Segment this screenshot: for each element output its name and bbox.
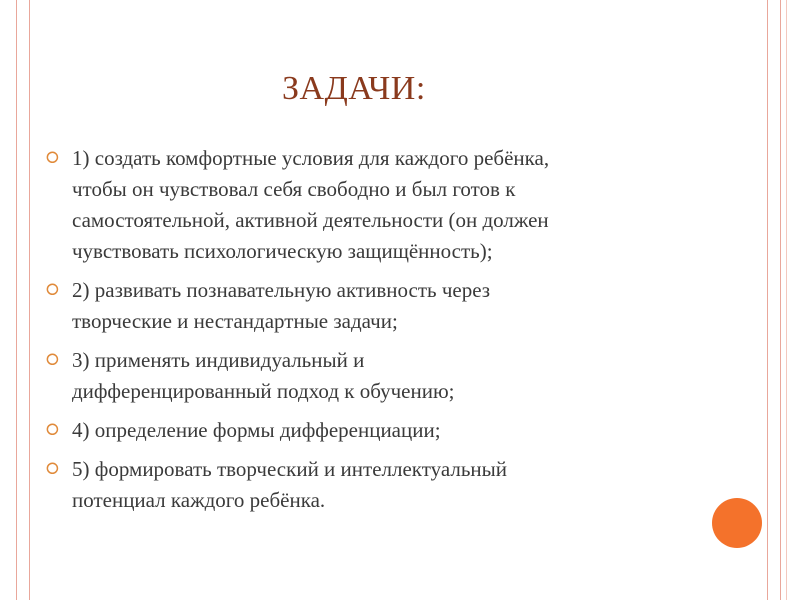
list-item <box>40 143 730 267</box>
list-item-line: потенциал каждого ребёнка. <box>72 488 326 512</box>
bullet-icon: ⭘ <box>46 282 59 299</box>
bullet-icon: ⭘ <box>46 461 59 478</box>
list-item-line: дифференцированный подход к обучению; <box>72 379 455 403</box>
list-item-text <box>72 415 730 446</box>
right-frame-decoration <box>767 0 781 600</box>
list-item <box>40 275 730 337</box>
list-item-text <box>72 275 730 337</box>
list-item-line: творческие и нестандартные задачи; <box>72 309 398 333</box>
list-item <box>40 345 730 407</box>
list-item-line: чтобы он чувствовал себя свободно и был готов к <box>72 177 516 201</box>
bullet-icon: ⭘ <box>46 150 59 167</box>
left-frame-decoration <box>16 0 30 600</box>
list-item-line: 2) развивать познавательную активность через <box>72 278 491 302</box>
list-item-line: 4) определение формы дифференциации; <box>72 418 441 442</box>
orange-circle-decoration <box>712 498 762 548</box>
list-item-line: 3) применять индивидуальный и <box>72 348 365 372</box>
list-item-text <box>72 345 730 407</box>
list-item-text <box>72 454 730 516</box>
list-item-line: 5) формировать творческий и интеллектуальный <box>72 457 508 481</box>
list-item <box>40 415 730 446</box>
bullet-icon: ⭘ <box>46 352 59 369</box>
list-item-line: чувствовать психологическую защищённость); <box>72 239 493 263</box>
list-item-line: самостоятельной, активной деятельности (он должен <box>72 208 549 232</box>
bullet-icon: ⭘ <box>46 422 59 439</box>
task-list <box>40 143 730 524</box>
right-frame-outer-line <box>786 0 787 600</box>
list-item <box>40 454 730 516</box>
slide-title: ЗАДАЧИ: <box>282 70 426 107</box>
list-item-text <box>72 143 730 267</box>
list-item-line: 1) создать комфортные условия для каждого ребёнка, <box>72 146 550 170</box>
